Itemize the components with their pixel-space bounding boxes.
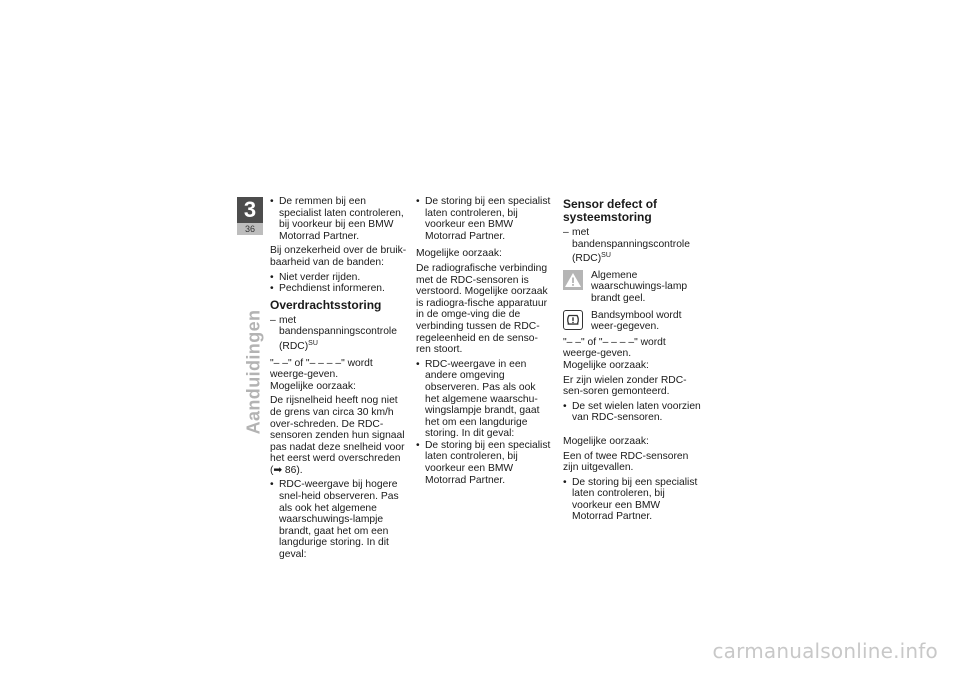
list-item: • De remmen bij een specialist laten controleren, bij voorkeur bij een BMW Motorrad Partner. [270, 196, 410, 242]
column-3 [563, 196, 703, 526]
condition-item [563, 227, 703, 265]
bullet-list [416, 196, 551, 242]
paragraph: Mogelijke oorzaak: [416, 248, 502, 260]
bullet-list [270, 272, 410, 295]
condition-code: SU [308, 339, 318, 347]
bullet-list [563, 477, 703, 523]
indicator-row [563, 270, 703, 305]
watermark: carmanualsonline.info [712, 639, 938, 663]
condition-text: met bandenspanningscontrole (RDC) [572, 227, 690, 265]
section-heading: Overdrachtsstoring [270, 297, 382, 312]
paragraph: De radiografische verbinding met de RDC-sensoren is verstoord. Mogelijke oorzaak is radiogra-fische apparatuur in de omge-ving die de verbinding tussen de RDC-regeleenheid en de senso-ren stoort. [416, 262, 548, 356]
paragraph: "– –" of "– – – –" wordt weerge-geven. [563, 336, 666, 360]
condition-code: SU [601, 252, 611, 260]
tyre-pressure-icon [563, 310, 583, 330]
list-item: • Niet verder rijden. [270, 272, 410, 284]
list-item: • De storing bij een specialist laten controleren, bij voorkeur een BMW Motorrad Partner. [416, 196, 551, 242]
bullet-list [416, 359, 551, 487]
column-2 [416, 196, 551, 489]
paragraph: Mogelijke oorzaak: [563, 359, 649, 371]
paragraph: Mogelijke oorzaak: [563, 435, 649, 447]
chapter-title: Aanduidingen [243, 309, 264, 435]
paragraph: Er zijn wielen zonder RDC-sen-soren gemonteerd. [563, 374, 687, 398]
bullet-list [270, 479, 410, 560]
list-item: • De set wielen laten voorzien van RDC-sensoren. [563, 401, 703, 424]
bullet-list [270, 196, 410, 242]
paragraph: "– –" of "– – – –" wordt weerge-geven. [270, 357, 373, 381]
warning-triangle-icon [563, 270, 583, 290]
condition-list [563, 227, 703, 265]
chapter-number: 3 [237, 197, 263, 223]
chapter-marker [237, 197, 263, 235]
indicator-text: Bandsymbool wordt weer-gegeven. [591, 309, 682, 333]
list-item: • De storing bij een specialist laten controleren, bij voorkeur een BMW Motorrad Partner. [563, 477, 703, 523]
list-item: • RDC-weergave bij hogere snel-heid observeren. Pas als ook het algemene waarschuwings-lampje brandt, gaat het om een langdurige storing. In dit geval: [270, 479, 410, 560]
condition-item [270, 315, 410, 353]
indicator-row [563, 310, 703, 333]
condition-text: met bandenspanningscontrole (RDC) [279, 314, 397, 352]
section-heading: Sensor defect of systeemstoring [563, 197, 658, 224]
page-number: 36 [237, 223, 263, 235]
list-item: • Pechdienst informeren. [270, 283, 410, 295]
paragraph: Mogelijke oorzaak: [270, 380, 356, 392]
list-item: • De storing bij een specialist laten controleren, bij voorkeur een BMW Motorrad Partner. [416, 440, 551, 486]
paragraph: Een of twee RDC-sensoren zijn uitgevallen. [563, 450, 689, 474]
bullet-list [563, 401, 703, 424]
paragraph: Bij onzekerheid over de bruik-baarheid van de banden: [270, 245, 407, 268]
list-item: • RDC-weergave in een andere omgeving observeren. Pas als ook het algemene waarschu-wingslampje brandt, gaat het om een langdurige storing. In dit geval: [416, 359, 551, 440]
paragraph: De rijsnelheid heeft nog niet de grens van circa 30 km/h over-schreden. De RDC-sensoren zenden hun signaal pas nadat deze snelheid voor het eerst werd overschreden (➡ 86). [270, 395, 405, 476]
column-1 [270, 196, 410, 564]
indicator-text: Algemene waarschuwings-lamp brandt geel. [591, 269, 688, 304]
condition-list [270, 315, 410, 353]
